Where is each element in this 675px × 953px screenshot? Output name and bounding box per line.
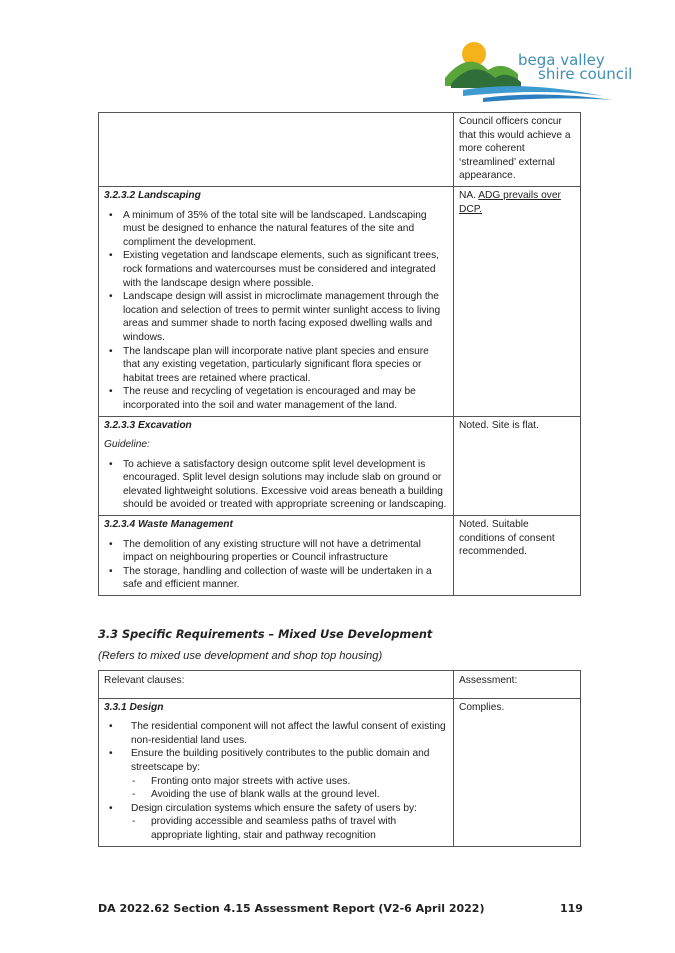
guideline-label: Guideline: [104, 439, 150, 451]
sub-list [131, 815, 448, 842]
sub-list-item: - providing accessible and seamless paths of travel with appropriate lighting, stair and pathway recognition [151, 815, 448, 842]
list-item: • The storage, handling and collection of waste will be undertaken in a safe and efficient manner. [123, 565, 448, 592]
list-item: • To achieve a satisfactory design outcome split level development is encouraged. Split level design solutions may include slab on ground or elevated lightweight solutions. Excessive void areas beneath a building should be avoided or treated with appropriate screening or landscaping. [123, 458, 448, 512]
logo-text-line1: bega valley [518, 51, 605, 69]
mixed-use-table [98, 670, 581, 847]
table-row [99, 416, 581, 516]
table-header-row [99, 671, 581, 699]
clause-heading: 3.2.3.3 Excavation [104, 419, 192, 431]
bullet-list [104, 209, 448, 413]
clause-cell-landscaping [99, 187, 454, 417]
logo-water2 [483, 94, 613, 102]
header-assessment: Assessment: [454, 671, 581, 699]
sub-list-item: - Avoiding the use of blank walls at the ground level. [151, 788, 448, 802]
assessment-cell: Noted. Suitable conditions of consent recommended. [454, 516, 581, 596]
bullet-list [104, 458, 448, 512]
section-subtitle: (Refers to mixed use development and shop top housing) [98, 650, 383, 662]
list-item-text: Ensure the building positively contributes to the public domain and streetscape by: [131, 748, 430, 773]
assessment-cell: Council officers concur that this would achieve a more coherent ‘streamlined’ external appearance. [454, 113, 581, 187]
list-item: • The reuse and recycling of vegetation is encouraged and may be incorporated into the soil and water management of the land. [123, 385, 448, 412]
clause-cell [99, 113, 454, 187]
logo-text-line2: shire council [538, 65, 633, 83]
list-item: • The residential component will not affect the lawful consent of existing non-residential land uses. [131, 720, 448, 747]
clause-cell-design [99, 698, 454, 846]
sub-list-item: - Fronting onto major streets with active uses. [151, 775, 448, 789]
list-item: • The landscape plan will incorporate native plant species and ensure that any existing vegetation, particularly significant flora species or habitat trees are retained where practical. [123, 345, 448, 386]
clause-heading: 3.2.3.4 Waste Management [104, 519, 233, 531]
list-item: • The demolition of any existing structure will not have a detrimental impact on neighbouring properties or Council infrastructure [123, 538, 448, 565]
table-row [99, 187, 581, 417]
table-row [99, 516, 581, 596]
bullet-list [104, 720, 448, 842]
table-row [99, 698, 581, 846]
header-clauses: Relevant clauses: [99, 671, 454, 699]
footer-report-title: DA 2022.62 Section 4.15 Assessment Report (V2-6 April 2022) [98, 902, 485, 915]
list-item: • A minimum of 35% of the total site will be landscaped. Landscaping must be designed to enhance the natural features of the site and compliment the development. [123, 209, 448, 250]
table-row [99, 113, 581, 187]
assessment-cell: Complies. [454, 698, 581, 846]
list-item: • Landscape design will assist in microclimate management through the location and selection of trees to permit winter sunlight access to living areas and summer shade to north facing exposed dwelling walls and windows. [123, 290, 448, 344]
controls-table [98, 112, 581, 596]
clause-heading: 3.3.1 Design [104, 701, 164, 713]
assessment-cell: Noted. Site is flat. [454, 416, 581, 516]
sub-list [131, 775, 448, 802]
adg-link[interactable]: ADG prevails over DCP. [459, 190, 561, 215]
page-number: 119 [560, 902, 583, 915]
assessment-cell [454, 187, 581, 417]
list-item: • Existing vegetation and landscape elements, such as significant trees, rock formations and watercourses must be considered and integrated with the landscape design where possible. [123, 249, 448, 290]
list-item-text: Design circulation systems which ensure the safety of users by: [131, 802, 417, 814]
bullet-list [104, 538, 448, 592]
list-item [131, 747, 448, 801]
clause-cell-excavation [99, 416, 454, 516]
section-title: 3.3 Specific Requirements – Mixed Use Development [98, 628, 433, 641]
clause-heading: 3.2.3.2 Landscaping [104, 190, 201, 201]
list-item [131, 802, 448, 843]
assessment-text: NA. [459, 190, 479, 201]
clause-cell-waste [99, 516, 454, 596]
